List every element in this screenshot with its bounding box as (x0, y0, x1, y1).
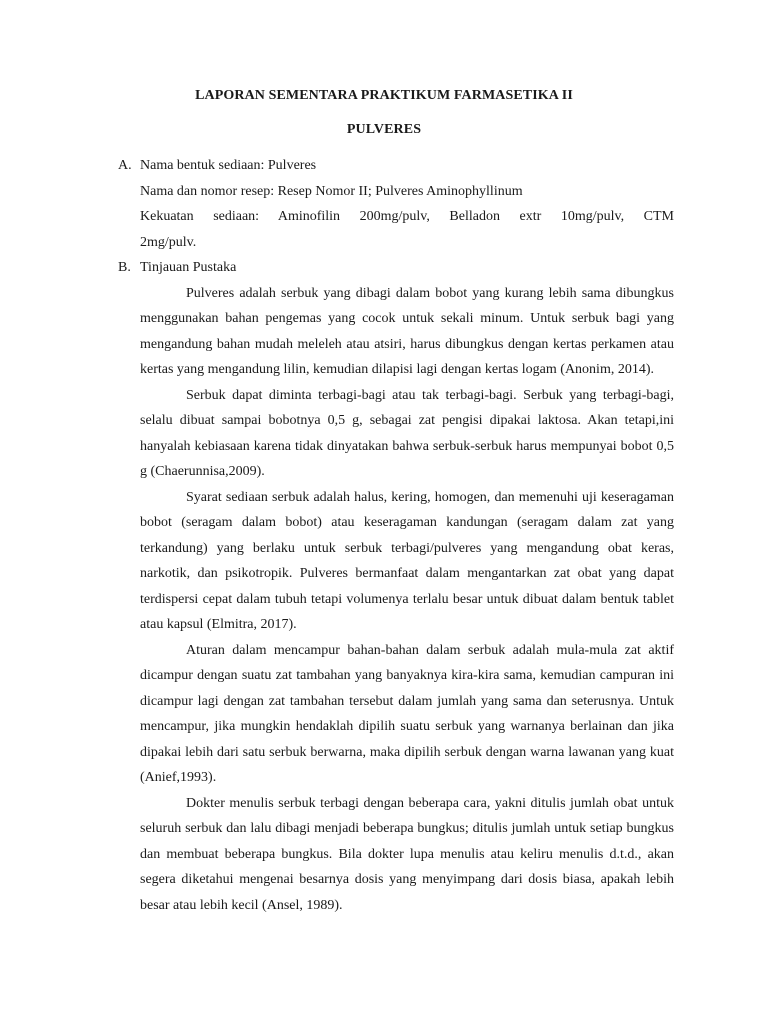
paragraph-prescription-writing: Dokter menulis serbuk terbagi dengan beberapa cara, yakni ditulis jumlah obat untuk seluruh serbuk dan lalu dibagi menjadi beberapa bungkus; ditulis jumlah untuk setiap bungkus dan membuat beberapa bungkus. Bila dokter lupa menulis atau keliru menulis d.t.d., akan segera diketahui mengenai besarnya dosis yang menyimpang dari dosis biasa, apakah lebih besar atau lebih kecil (Ansel, 1989). (140, 795, 674, 913)
paragraph-mixing-rules: Aturan dalam mencampur bahan-bahan dalam serbuk adalah mula-mula zat aktif dicampur dengan suatu zat tambahan yang banyaknya kira-kira sama, kemudian campuran ini dicampur lagi dengan zat tambahan tersebut dalam jumlah yang sama dan seterusnya. Untuk mencampur, jika mungkin hendaklah dipilih suatu serbuk yang warnanya berlainan dan jika dipakai lebih dari satu serbuk berwarna, maka dipilih serbuk dengan warna lawanan yang kuat (Anief,1993). (140, 642, 674, 785)
section-b-content (140, 255, 674, 918)
section-a (118, 153, 674, 255)
section-a-content (140, 153, 674, 255)
section-a-marker: A. (118, 158, 132, 173)
report-subtitle: PULVERES (346, 122, 422, 137)
section-b (118, 255, 674, 918)
report-title: LAPORAN SEMENTARA PRAKTIKUM FARMASETIKA II (195, 88, 573, 103)
paragraph-pulveres-definition: Pulveres adalah serbuk yang dibagi dalam bobot yang kurang lebih sama dibungkus menggunakan bahan pengemas yang cocok untuk sekali minum. Untuk serbuk bagi yang mengandung bahan mudah meleleh atau atsiri, harus dibungkus dengan kertas perkamen atau kertas yang mengandung lilin, kemudian dilapisi lagi dengan kertas logam (Anonim, 2014). (140, 285, 674, 377)
paragraph-requirements: Syarat sediaan serbuk adalah halus, kering, homogen, dan memenuhi uji keseragaman bobot (seragam dalam bobot) atau keseragaman kandungan (seragam dalam zat yang terkandung) yang berlaku untuk serbuk terbagi/pulveres yang mengandung obat keras, narkotik, dan psikotropik. Pulveres bermanfaat dalam mengantarkan zat obat yang dapat terdispersi cepat dalam tubuh tetapi volumenya terlalu besar untuk dibuat dalam bentuk tablet atau kapsul (Elmitra, 2017). (140, 489, 674, 632)
form-name-line: Nama bentuk sediaan: Pulveres (140, 158, 317, 173)
recipe-line: Nama dan nomor resep: Resep Nomor II; Pulveres Aminophyllinum (140, 183, 523, 199)
strength-line-1: Kekuatan sediaan: Aminofilin 200mg/pulv, Belladon extr 10mg/pulv, CTM (140, 209, 674, 224)
strength-line-2: 2mg/pulv. (140, 234, 197, 250)
section-b-heading: Tinjauan Pustaka (140, 260, 237, 275)
section-b-marker: B. (118, 260, 131, 275)
paragraph-divided-powder: Serbuk dapat diminta terbagi-bagi atau tak terbagi-bagi. Serbuk yang terbagi-bagi, selalu dibuat sampai bobotnya 0,5 g, sebagai zat pengisi dipakai laktosa. Akan tetapi,ini hanyalah kebiasaan karena tidak dinyatakan bahwa serbuk-serbuk harus mempunyai bobot 0,5 g (Chaerunnisa,2009). (140, 387, 674, 479)
